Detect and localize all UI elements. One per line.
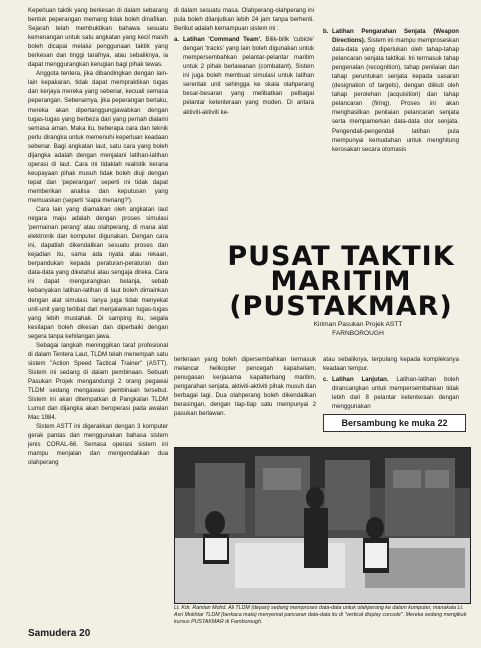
list-item-title: Latihan 'Command Team'. bbox=[183, 36, 262, 44]
paragraph: Sebagai langkah meninggikan taraf profesional di dalam Tentera Laut, TLDM telah menempah satu sistem "Action Speed Tactical Trainer" (ASTT). Sistem ini sedang di dalam pembinaan. Sebuah Pasukan Projek mengandungi 2 orang pegawai TLDM sedang mengawasi pembinaan tersebut. Sistem ini akan ditempatkan di Pangkalan TLDM Lumut dan dijangka akan beroperasi pada awalan Mac 1984. bbox=[28, 341, 168, 422]
paragraph: Keperluan taktik yang berkesan di dalam sebarang bentuk peperangan memang tidak boleh dinafikan. Sejarah telah membuktikan bahawa sesuatu kemenangan untuk satu angkatan yang kecil masih boleh dicapai melalui penggunaan taktik yang berkesan dan tinggi tarafnya, atau sebaliknya, ia dapat menggurangkan kerugian bagi pihak tewas. bbox=[28, 7, 168, 69]
title-line: MARITIM bbox=[270, 266, 412, 297]
paragraph: atau sebaliknya, terpulang kepada kompleksnya keadaan tempur. bbox=[323, 356, 459, 373]
article-title bbox=[206, 241, 476, 322]
article-column-3 bbox=[323, 27, 459, 156]
list-item-b: b. Latihan Pengarahan Senjata (Weapon Directions). Sistem ini mampu memproseskan data-data yang diperlukan oleh tahap-tahap pelancaran senjata taktikal. Ini termasuk tahap pengenalan (recognition), tahap penilaian dan tahap peruntukan senjata kepada sasaran (designation of targets), dengan diikuti oleh tahap perolehan (acquisition) dan tahap pelancaran (firing). Proses ini akan menghasilkan penilaian pelancaran senjata serta mempamerkan data-data stor senjata. Pengendali-pengendali latihan pula mempunyai kemudahan untuk menghitung kerosakan secara otomasis bbox=[323, 28, 460, 153]
list-item-text: Latihan-latihan boleh dirancangkan untuk mempersembahkan tidak lebih dari 8 pelantar ketenteraan dengan menggunakan bbox=[332, 376, 459, 411]
article-column-2-lower bbox=[174, 355, 316, 418]
list-item-title: Latihan Pengarahan Senjata (Weapon Directions). bbox=[332, 28, 459, 45]
list-item-title: Latihan Lanjutan. bbox=[332, 376, 389, 384]
training-room-photo bbox=[174, 447, 471, 604]
list-item-a: a. Latihan 'Command Team'. Bilik-bilik 'cubicle' dengan 'tracks' yang lain boleh digunakan untuk mempersembahkan pelantar-pelantar maritim untuk 2 pihak berlawanan (combatant). Sistem ini juga boleh membuat simulasi untuk latihan serentak unit sehingga ke skala olahperang besar-besaran yang melibatkan pelbagai pelantar ketenteraan yang moden. Di antara aktiviti-aktiviti ke- bbox=[174, 36, 314, 116]
title-line: (PUSTAKMAR) bbox=[229, 291, 453, 322]
continued-box: Bersambung ke muka 22 bbox=[323, 414, 466, 432]
list-item-text: Sistem ini mampu memproseskan data-data yang diperlukan oleh tahap-tahap pelancaran senjata taktikal. Ini termasuk tahap pengenalan (recognition), tahap penilaian dan tahap peruntukan senjata kepada sasaran (designation of targets), dengan diikuti oleh tahap perolehan (acquisition) dan tahap pelancaran (firing). Proses ini akan menghasilkan penilaian pelancaran senjata serta mempamerkan data-data stor senjata. Pengendali-pengendali latihan pula mempunyai kemudahan untuk menghitung kerosakan secara otomasis bbox=[332, 37, 460, 153]
article-column-3-lower bbox=[323, 355, 459, 413]
article-column-1 bbox=[28, 6, 168, 467]
paragraph: tenteraan yang boleh dipersembahkan termasuk melancar helikopter pencegah kapalselam, penugasan kerjasama kapalterbang maritim, pengarahan senjata, aktiviti-aktiviti pihak musuh dan berbagai lagi. Dua olahperang boleh dikendalikan berasingan, dengan tiap-tiap satu mempunyai 2 pasukan berlawan. bbox=[174, 356, 316, 418]
byline-line: Kiriman Pasukan Projek ASTT bbox=[313, 321, 403, 328]
paragraph: di dalam sesuatu masa. Olahperang-olahperang ini pula boleh dilanjutkan lebih 24 jam tanpa berhenti. Berikut adalah kemampuan sistem ini : bbox=[174, 7, 314, 33]
title-line: PUSAT TAKTIK bbox=[227, 241, 455, 272]
article-column-2 bbox=[174, 6, 314, 119]
paragraph: Sistem ASTT ini digerakkan dengan 3 komputer gerak pantas dan menggunakan bahasa sistem jenis CORAL-66. Semasa operasi sistem ini mampu menjalan dan mengendalikan dua olahperang bbox=[28, 423, 168, 467]
list-item-c: c. Latihan Lanjutan. Latihan-latihan boleh dirancangkan untuk mempersembahkan tidak lebih dari 8 pelantar ketenteraan dengan menggunakan bbox=[323, 376, 459, 411]
byline bbox=[248, 320, 468, 338]
paragraph: Anggota tentera, jika dibandingkan dengan lain-lain kepakaran, tidak dapat mempraktikan tugas dan kerjaya mereka yang sebenar, kecuali semasa peperangan. Sebenarnya, jika peperangan berlaku, mereka akan dipertanggungjawabkan dengan tugas-tugas yang berbeza dari yang pernah dialami semasa aman. Maka itu, beberapa cara dan teknik perlu dirangka untuk memenuhi keperluan keadaan sebenar. Bagi angkatan laut, satu cara yang boleh dijangka adalah dengan menjalani latihan-latihan operasi di laut. Cara ini tidaklah realistik kerana keupayaan pihak musuh tidak boleh diuji dengan tepat dan 'peperangan' seperti ini tidak dapat memberikan analisa dan keputusan yang memuaskan (seperti 'siapa menang?'). bbox=[28, 70, 168, 204]
page-footer: Samudera 20 bbox=[28, 628, 91, 639]
paragraph: Cara lain yang diamalkan oleh angkatan laut negara maju adalah dengan proses simulasi 'permainan perang' atau olahperang, di mana alat elektronik dan komputer digunakan. Dengan cara ini, dapatlah dikendalikan sesuatu proses dan kejadian itu, sama ada nyata atau rekaan, berpandukan kepada peraturan-peraturan dan data-data yang diketahui atau sengaja direka. Cara ini dapat mengurangkan belanja, sebab kebanyakan latihan-latihan di laut boleh dimainkan dengan alat simulasi. Ianya juga tidak menyekat unit-unit yang terlibat dari menjalankan tugas-tugas yang lebih mustahak. Di samping itu, segala kesilapan boleh dikesan dan diperbaiki dengan segera tanpa kehilangan jawa. bbox=[28, 206, 168, 340]
photo-illustration bbox=[175, 448, 470, 603]
byline-line: FARNBOROUGH bbox=[332, 330, 384, 337]
list-item-text: Bilik-bilik 'cubicle' dengan 'tracks' yang lain boleh digunakan untuk mempersembahkan pelantar-pelantar maritim untuk 2 pihak berlawanan (combatant). Sistem ini juga boleh membuat simulasi untuk latihan serentak unit sehingga ke skala olahperang besar-besaran yang melibatkan pelbagai pelantar ketenteraan yang moden. Di antara aktiviti-aktiviti ke- bbox=[183, 36, 314, 116]
photo-caption: Lt. Kdr. Ramlan Mohd. Ali TLDM (depan) sedang memproses data-data untuk olahperang ke dalam komputer, manakala Lt. Asri Mokhtar TLDM (berkaca mata) menyemat pancaran data-data itu di "vertical display console". Mereka sedang mengikuti kursus PUSTAKMAR di Farnborough. bbox=[174, 605, 467, 625]
